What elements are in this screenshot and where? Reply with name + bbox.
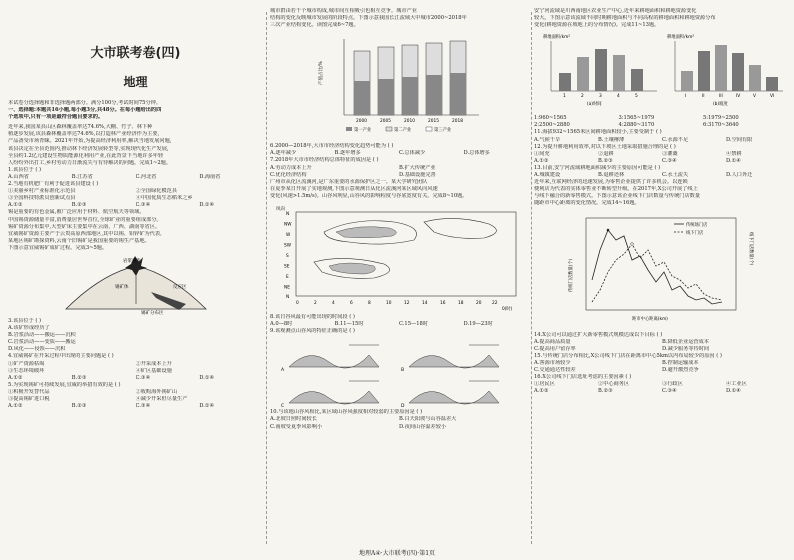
y-tick-label: SE bbox=[284, 264, 290, 270]
x-tick-label: II bbox=[702, 94, 705, 100]
option: ④中国优质生态稻米之乡 bbox=[135, 195, 193, 202]
option: ④禁耕 bbox=[726, 150, 742, 157]
option[interactable]: C.③④ bbox=[662, 157, 677, 164]
column-divider bbox=[531, 12, 532, 544]
chart-a bbox=[543, 33, 657, 107]
x-tick-label: 14 bbox=[422, 301, 428, 307]
option: ①积极开发替代品 bbox=[8, 388, 50, 395]
option[interactable]: A.逐年减少 bbox=[270, 150, 297, 157]
passage-line: 与线下融合的新零售模式。下图示意该企业线下门店数量与传统门店数量 bbox=[534, 193, 701, 200]
passage-line: 近年来,我国某县山区森林覆盖率达74.6%,大棚、竹子、林下种 bbox=[8, 124, 153, 131]
passage-line: 某地区锡矿勘探资料,云南个旧锡矿是我国重要的锡生产基地。 bbox=[8, 237, 150, 244]
options bbox=[8, 202, 263, 209]
bar-segment bbox=[378, 79, 394, 115]
x-tick-label: 0 bbox=[296, 301, 299, 307]
option[interactable]: C.岩浆活动——变质——搬运 bbox=[8, 339, 76, 346]
options bbox=[534, 381, 790, 388]
bar-segment bbox=[402, 77, 418, 115]
passage-line: 锡是重要的有色金属,被广泛应用于材料、航空航天等领域。 bbox=[8, 209, 145, 216]
y-axis-label: 风向 bbox=[276, 207, 285, 213]
terrain-profile bbox=[289, 391, 379, 404]
option[interactable]: D.避开激烈竞争 bbox=[662, 366, 699, 373]
passage-line: 城市群由若干个城市构成,城市间互相吸引也相互竞争。城市产业 bbox=[270, 8, 417, 14]
figure-label: 锡矿体 bbox=[114, 284, 128, 290]
option[interactable]: C.提高用户留存率 bbox=[534, 345, 576, 352]
question-stem: 2.当地有机肥厂有利于促进该县建设 ( ) bbox=[8, 181, 99, 188]
option[interactable]: B.岩浆活动——搬运——沉积 bbox=[8, 332, 76, 339]
question-stem: 14.X公司可以通过扩大新零售模式规模达成以下目标 ( ) bbox=[534, 331, 663, 338]
intro-line: 本试卷分选择题和非选择题两部分。满分100分,考试时间75分钟。 bbox=[8, 100, 162, 106]
passage-line: 该县决定在全县范围内,推动林下经济发展转型等,实现现代化生产发展, bbox=[8, 145, 169, 152]
option[interactable]: B.②③ bbox=[71, 374, 87, 381]
chart-caption: (b)坡度 bbox=[713, 102, 728, 108]
x-tick-label: 18 bbox=[458, 301, 464, 307]
option[interactable]: D.减少服务等待时间 bbox=[662, 345, 710, 352]
option-letter: C bbox=[281, 404, 285, 408]
option[interactable]: A.北坡日照时间较长 bbox=[270, 416, 317, 423]
x-tick-label: 16 bbox=[440, 301, 446, 307]
series-online bbox=[592, 244, 722, 302]
profile-option-a[interactable] bbox=[281, 345, 379, 373]
tin-mine-diagram bbox=[61, 254, 211, 316]
option-letter: B bbox=[401, 368, 405, 374]
legend-label: 传统场门店 bbox=[686, 222, 708, 228]
legend-label: 第三产业 bbox=[434, 128, 452, 134]
options bbox=[534, 360, 790, 374]
x-tick-label: 2 bbox=[581, 94, 584, 100]
option[interactable]: D.夜间山谷温差较小 bbox=[399, 423, 447, 430]
option: ②退耕 bbox=[598, 150, 614, 157]
option: ①间充 bbox=[534, 150, 550, 157]
figure-label: 岩浆喷发 bbox=[122, 258, 141, 264]
intro-line: 一、选择题:本题共16小题,每小题3分,共48分。在每小题给出的四 bbox=[8, 107, 162, 114]
option: ④矿区基础设施 bbox=[135, 367, 172, 374]
x-tick-label: 2000 bbox=[356, 119, 367, 125]
question-stem: 15.与传统门店分布相比,X公司线下门店在距离市中心5km以内布局较少的原因 ( ) bbox=[534, 352, 722, 359]
bar bbox=[577, 57, 589, 91]
option: ①居民区 bbox=[534, 381, 555, 388]
passage-line: 宜威锡矿资源主要产于云贵高原西部地区,其中以锡、铅锌矿为代表, bbox=[8, 230, 162, 237]
options bbox=[8, 188, 263, 202]
legend-item: 6:3170~3640 bbox=[702, 122, 739, 129]
legend-label: 第二产业 bbox=[394, 128, 412, 134]
contour-fill bbox=[336, 227, 396, 238]
industry-bar-chart bbox=[314, 31, 484, 141]
option[interactable]: C.③④ bbox=[135, 403, 151, 410]
option[interactable]: C.河北省 bbox=[135, 173, 157, 180]
bar bbox=[631, 69, 643, 91]
option[interactable]: C.③④ bbox=[662, 388, 677, 395]
option[interactable]: A.城镇建设 bbox=[534, 172, 561, 179]
option[interactable]: A.劳动力成本上升 bbox=[270, 164, 312, 171]
x-tick-label: 10 bbox=[386, 301, 392, 307]
x-tick-label: 4 bbox=[617, 94, 620, 100]
question-stem: 8.该日谷风最有可能出现的时间段 ( ) bbox=[270, 314, 355, 321]
passage-line: 下图示意宜威锡矿成矿过程。完成3~5题。 bbox=[8, 244, 108, 251]
data-point bbox=[607, 228, 610, 231]
bar-segment bbox=[450, 73, 466, 115]
x-tick-label: 8 bbox=[368, 301, 371, 307]
option: ③提高锡矿进口税 bbox=[8, 396, 50, 402]
legend-item: 4:2880~3170 bbox=[618, 122, 655, 129]
option[interactable]: A.①② bbox=[534, 157, 549, 164]
option-letter: D bbox=[401, 404, 405, 408]
option[interactable]: D.19—23时 bbox=[463, 321, 493, 328]
option: ③行政区 bbox=[662, 381, 683, 388]
profile-option-c[interactable] bbox=[281, 381, 379, 407]
chart-title: 耕地面积/km² bbox=[543, 35, 571, 41]
x-tick-label: 2005 bbox=[380, 119, 391, 125]
column-middle bbox=[270, 8, 528, 548]
question-stem: 3.该县位于 ( ) bbox=[8, 317, 42, 324]
option[interactable]: A.山西省 bbox=[8, 173, 29, 180]
y-axis-label: 产值占比/% bbox=[319, 61, 324, 86]
store-line-chart bbox=[562, 210, 762, 330]
plot-frame bbox=[586, 218, 736, 310]
option[interactable]: D.①④ bbox=[199, 374, 215, 381]
legend-label: 第一产业 bbox=[354, 128, 372, 134]
valley-profile-options bbox=[279, 337, 519, 407]
column-divider bbox=[266, 12, 267, 544]
passage-line: 随距市中心距离的变化情况。完成14~16题。 bbox=[534, 200, 640, 207]
farmland-bar-charts bbox=[537, 31, 787, 113]
passage-line: 变化(风速>1.5m/s)。山谷风明显,山谷风的影响程度与谷底宽度有关。完成8~10题。 bbox=[270, 192, 468, 199]
x-tick-label: 2015 bbox=[428, 119, 439, 125]
option[interactable]: B.控制运输成本 bbox=[662, 359, 699, 366]
terrain-profile bbox=[409, 355, 499, 368]
option: ③灌溉 bbox=[662, 150, 678, 157]
option[interactable]: A.①② bbox=[8, 202, 23, 209]
options bbox=[534, 339, 790, 353]
option[interactable]: C.15—18时 bbox=[399, 321, 429, 328]
legend-item: 3:1565~1979 bbox=[618, 115, 655, 122]
option[interactable]: A.提高商品质量 bbox=[534, 338, 571, 345]
contour-line bbox=[424, 218, 496, 238]
options bbox=[534, 151, 790, 158]
option[interactable]: B.土壤瘠薄 bbox=[598, 136, 625, 143]
y-tick-label: N bbox=[286, 212, 290, 218]
intro-line: 个选项中,只有一项是最符合题目要求的。 bbox=[8, 114, 104, 121]
options bbox=[534, 388, 790, 395]
bar bbox=[766, 77, 778, 91]
bar bbox=[595, 49, 607, 91]
y-tick-label: N bbox=[286, 295, 290, 301]
option[interactable]: D.①④ bbox=[726, 388, 741, 395]
passage-line: 产品备受市场青睐。2021年开始,为提高经济利用率,解决当地发展问题, bbox=[8, 138, 172, 145]
passage-line: 广州市从化区流溪河,是广东重要的水源保护区之一。某大学研究团队 bbox=[270, 178, 428, 185]
options bbox=[8, 375, 263, 382]
option: ②中心商务区 bbox=[598, 381, 630, 388]
legend-item: 5:1979~2500 bbox=[702, 115, 739, 122]
options bbox=[8, 389, 263, 403]
profile-option-d[interactable] bbox=[401, 381, 499, 407]
passage-line: 中国锡资源储量丰富,消费量居世界首位,全球矿业的重要组成部分。 bbox=[8, 216, 162, 223]
option[interactable]: D.①④ bbox=[726, 157, 741, 164]
option[interactable]: A.①② bbox=[8, 403, 23, 410]
legend-list bbox=[534, 115, 790, 129]
passage-line: 锡矿资源分布集中,大型矿床主要集中在云南、广西、湖南等省区。 bbox=[8, 223, 161, 230]
options bbox=[270, 165, 528, 179]
data-point bbox=[631, 242, 634, 245]
column-right bbox=[534, 8, 790, 548]
wind-direction-chart bbox=[274, 202, 524, 312]
options bbox=[270, 416, 528, 430]
bar-segment bbox=[426, 75, 442, 115]
bar bbox=[715, 45, 727, 91]
option[interactable]: B.②③ bbox=[598, 388, 613, 395]
option[interactable]: C.优化经济结构 bbox=[270, 171, 307, 178]
x-tick-label: V bbox=[753, 94, 756, 100]
option[interactable]: B.江苏省 bbox=[71, 173, 93, 180]
options bbox=[8, 403, 263, 410]
terrain-profile bbox=[289, 355, 379, 368]
option[interactable]: C.③④ bbox=[135, 202, 151, 209]
passage-line: 安宁河流域是川西南地区农业生产中心,近年来耕地面积和耕地资源变化 bbox=[534, 8, 697, 14]
x-tick-label: 2 bbox=[314, 301, 317, 307]
passage-line: 变化(耕地资源在坡地上的分布情况)。完成11~13题。 bbox=[534, 22, 660, 29]
passage-line: 全县约1.2亿元建设生物质能源化利用产业,在此背景下当地许多年轻 bbox=[8, 152, 164, 159]
contour-fill bbox=[329, 263, 375, 274]
passage-line: 近年来,互联网经济的迅速发展,为零售企业提供了许多机会。以连锁 bbox=[534, 179, 688, 186]
bar bbox=[613, 55, 625, 91]
y-axis-label-right: 线下门店数量(个) bbox=[748, 231, 753, 265]
bar bbox=[732, 53, 744, 91]
options bbox=[534, 172, 790, 179]
legend-item: 2:2500~2880 bbox=[534, 122, 570, 129]
option[interactable]: C.水土流失 bbox=[662, 172, 689, 179]
question-stem: 6.2000—2018年,大市市经济结构变化趋势可能为 ( ) bbox=[270, 143, 394, 150]
question-stem: 1.该县位于 ( ) bbox=[8, 166, 42, 173]
passage-line: 结构的变化反映城市发展的阶段特点。下图示意我国长江流域大中城市2000~2018年 bbox=[270, 15, 467, 22]
y-tick-label: S bbox=[286, 254, 289, 260]
passage-line: 便利店为代表的实体零售业不断转型升级。在2017年,X公司开展了线上 bbox=[534, 186, 698, 193]
option[interactable]: D.基础设施完善 bbox=[399, 171, 436, 178]
legend-swatch bbox=[426, 127, 432, 131]
option: ④工业区 bbox=[726, 381, 747, 388]
x-tick-label: 12 bbox=[404, 301, 410, 307]
option[interactable]: D.风化——侵蚀——沉积 bbox=[8, 346, 66, 353]
option[interactable]: B.②③ bbox=[598, 157, 613, 164]
option[interactable]: B.扩大传统产业 bbox=[399, 164, 436, 171]
option: ③全国科技特派员创新试点县 bbox=[8, 195, 76, 202]
option: ①美丽乡村产业标准化示范县 bbox=[8, 188, 76, 195]
option[interactable]: B.②③ bbox=[71, 403, 87, 410]
option[interactable]: D.空间有限 bbox=[726, 136, 753, 143]
option[interactable]: D.①④ bbox=[199, 403, 215, 410]
x-tick-label: I bbox=[685, 94, 687, 100]
option: ②全国绿化模范县 bbox=[135, 188, 178, 195]
profile-option-b[interactable] bbox=[401, 345, 499, 373]
options bbox=[270, 150, 528, 157]
option[interactable]: A.①② bbox=[8, 374, 23, 381]
bar bbox=[698, 51, 710, 91]
question-stem: 4.宜威锡矿在开采过程中出现的主要问题是 ( ) bbox=[8, 353, 114, 360]
terrain-profile bbox=[409, 391, 499, 404]
legend-swatch bbox=[346, 127, 352, 131]
option[interactable]: D.①④ bbox=[199, 202, 215, 209]
bar-group bbox=[354, 41, 466, 115]
options bbox=[8, 174, 263, 181]
option: ④减少开采但尽量生产 bbox=[135, 396, 188, 402]
option[interactable]: B.逐年增多 bbox=[334, 150, 361, 157]
option[interactable]: B.退耕还林 bbox=[598, 172, 625, 179]
passage-line: 在夏季某日开展了实地观测,下图示意观测日从化区流溪河某区域风向风速 bbox=[270, 185, 438, 192]
option[interactable]: B.②③ bbox=[71, 202, 87, 209]
x-tick-label: 1 bbox=[563, 94, 566, 100]
x-tick-label: 22 bbox=[492, 301, 498, 307]
y-tick-label: W bbox=[286, 233, 291, 239]
subject-title: 地理 bbox=[123, 75, 148, 89]
option[interactable]: C.南坡受夏季风影响小 bbox=[270, 423, 323, 430]
option[interactable]: D.人口外迁 bbox=[726, 172, 753, 179]
chart-caption: (a)时间 bbox=[587, 102, 602, 108]
question-stem: 10.与该地山谷风相比,某区域山谷风强度相对较弱的主要原因是 ( ) bbox=[270, 409, 423, 416]
option[interactable]: C.交通通达性较差 bbox=[534, 366, 576, 373]
y-tick-label: E bbox=[286, 275, 289, 281]
legend-label: 线下门店 bbox=[686, 230, 704, 236]
option[interactable]: A.0—8时 bbox=[270, 321, 293, 328]
option[interactable]: D.总体增多 bbox=[463, 150, 490, 157]
x-tick-label: 2018 bbox=[452, 119, 463, 125]
y-tick-label: SW bbox=[284, 243, 291, 249]
option[interactable]: B.白天阳坡与山谷温差大 bbox=[399, 416, 457, 423]
passage-line: 较大。下图示意该流域不同时期耕地面积与不同高程的耕地面积和耕地资源分布 bbox=[534, 15, 716, 22]
option[interactable]: A.①② bbox=[534, 388, 549, 395]
question-stem: 9.该观测点山谷风的特征正确的是 ( ) bbox=[270, 328, 355, 335]
column-left bbox=[8, 8, 263, 548]
question-stem: 5.为实现锡矿可持续发展,宜威的举措有效的是 ( ) bbox=[8, 381, 121, 388]
option[interactable]: C.③④ bbox=[135, 374, 151, 381]
option[interactable]: A.气候干旱 bbox=[534, 136, 561, 143]
bar-segment bbox=[354, 81, 370, 115]
question-stem: 12.为提升耕地利用效率,对以下坡区土地采取措施合理的是 ( ) bbox=[534, 143, 676, 150]
option-letter: A bbox=[281, 368, 285, 374]
page-footer: 地理A④·大市联考(四)·第1页 bbox=[358, 550, 436, 557]
bar bbox=[749, 65, 761, 91]
options bbox=[534, 158, 790, 165]
option[interactable]: C.总体减少 bbox=[399, 150, 426, 157]
chart-title: 耕地面积/km² bbox=[667, 35, 695, 41]
bar bbox=[559, 73, 571, 91]
bar bbox=[681, 71, 693, 91]
y-tick-label: NE bbox=[284, 285, 290, 291]
x-tick-label: III bbox=[719, 94, 723, 100]
question-stem: 7.2018年大市市经济结构总体特征的成因是 ( ) bbox=[270, 157, 379, 164]
x-tick-label: 20 bbox=[476, 301, 482, 307]
question-stem: 13.目前,安宁河流域耕地面积减少的主要原因可能是 ( ) bbox=[534, 164, 661, 171]
options bbox=[270, 321, 528, 328]
option[interactable]: A.客源市场较少 bbox=[534, 359, 571, 366]
x-tick-label: 2010 bbox=[404, 119, 415, 125]
passage-line: 人纷纷外出打工,乡村劳动力日渐流失与有待解决的问题。完成1~2题。 bbox=[8, 159, 172, 166]
option: ②收购海外锡矿山 bbox=[135, 388, 178, 395]
x-tick-label: 3 bbox=[599, 94, 602, 100]
x-axis-label: 距市中心距离(km) bbox=[632, 316, 668, 322]
option: ②开采成本上升 bbox=[135, 360, 172, 367]
options bbox=[8, 361, 263, 375]
option[interactable]: B.降低企业运营成本 bbox=[662, 338, 709, 345]
passage-line: 三次产业结构变化。读图完成6~7题。 bbox=[270, 22, 359, 29]
x-tick-label: 4 bbox=[332, 301, 335, 307]
chart-b bbox=[667, 33, 783, 107]
x-tick-label: 0(时) bbox=[502, 307, 513, 313]
x-tick-label: VI bbox=[770, 94, 775, 100]
option[interactable]: D.海南省 bbox=[199, 173, 221, 180]
option: ③生态环境破坏 bbox=[8, 367, 45, 374]
exam-title: 大市联考卷(四) bbox=[90, 46, 181, 61]
y-axis-label-left: 传统门店数量(个) bbox=[569, 258, 574, 292]
x-tick-label: IV bbox=[736, 94, 741, 100]
passage-line: 植逐步发展,该县森林覆盖率达74.6%,以打造林产业经济作为主要, bbox=[8, 131, 160, 138]
x-tick-label: 6 bbox=[350, 301, 353, 307]
option: A.该矿形成经历了 bbox=[8, 325, 50, 332]
legend-swatch bbox=[386, 127, 392, 131]
option: ①矿产资源枯竭 bbox=[8, 360, 45, 367]
option[interactable]: B.11—15时 bbox=[334, 321, 364, 328]
figure-label: 锡矿分布区 bbox=[140, 310, 163, 316]
figure-label: 反应区 bbox=[172, 284, 186, 290]
question-stem: 16.X公司线下门店选址考虑的主要因素 ( ) bbox=[534, 374, 632, 381]
y-tick-label: NW bbox=[284, 222, 292, 228]
x-tick-label: 5 bbox=[635, 94, 638, 100]
question-stem: 11.海拔932~1565米区间耕地面积较小,主要受制于 ( ) bbox=[534, 129, 662, 136]
legend-item: 1:960~1565 bbox=[534, 115, 567, 122]
options bbox=[534, 137, 790, 144]
option[interactable]: C.水源不足 bbox=[662, 136, 689, 143]
